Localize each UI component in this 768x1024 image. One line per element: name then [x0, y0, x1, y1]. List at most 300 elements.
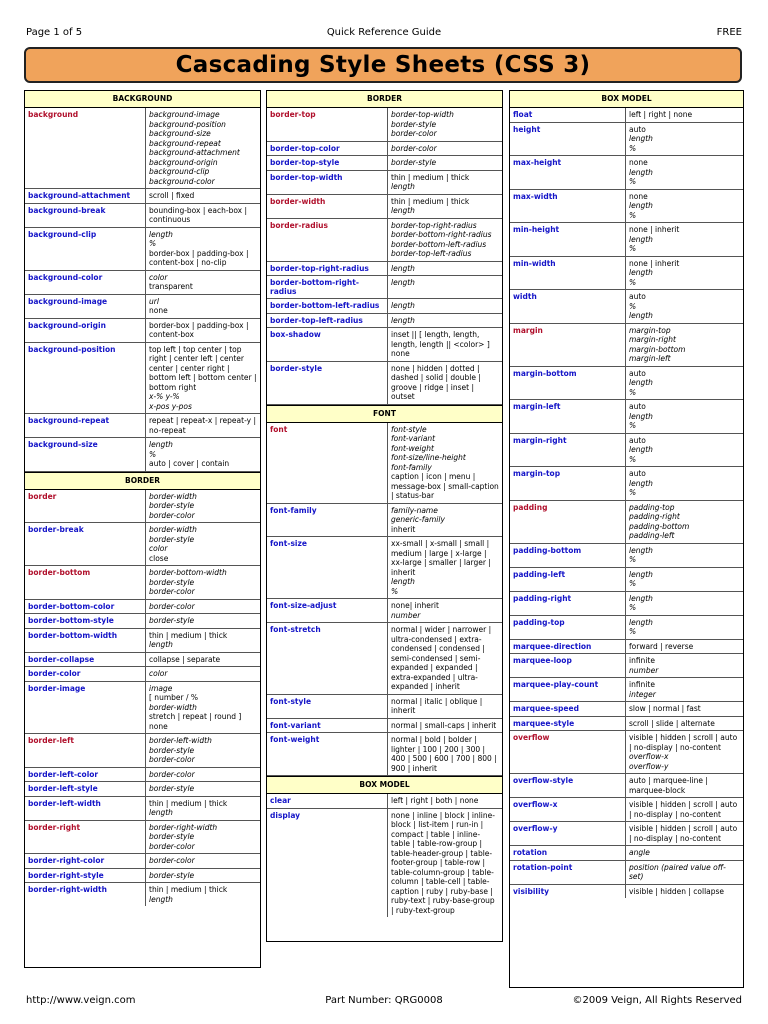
value-line: number	[629, 665, 659, 675]
property-values	[146, 566, 260, 599]
property-name: border-top-color	[267, 142, 388, 156]
value-line: font-style	[391, 424, 427, 434]
property-name: border-radius	[267, 219, 388, 261]
property-name: border-width	[267, 195, 388, 218]
value-line: length	[629, 411, 653, 421]
value-line: inset || [ length, length, length, length || <color> ]	[391, 330, 490, 349]
property-row	[25, 614, 260, 629]
value-line: scroll | slide | alternate	[629, 718, 715, 728]
property-values	[388, 171, 502, 194]
property-row	[25, 319, 260, 343]
property-row	[267, 809, 502, 918]
property-name: border-right-style	[25, 869, 146, 883]
property-row	[267, 314, 502, 329]
property-row	[267, 537, 502, 599]
property-values	[146, 653, 260, 667]
page-footer	[26, 995, 742, 1009]
property-row	[510, 616, 743, 640]
property-row	[25, 629, 260, 653]
property-name: margin-left	[510, 400, 626, 433]
value-line: margin-right	[629, 335, 676, 344]
property-values	[388, 262, 502, 276]
property-name: min-width	[510, 257, 626, 290]
value-line: border-color	[149, 841, 195, 851]
property-name: font	[267, 423, 388, 503]
property-row	[267, 262, 502, 277]
property-values	[146, 319, 260, 342]
property-row	[510, 654, 743, 678]
value-line: border-color	[391, 129, 437, 138]
value-line: scroll | fixed	[149, 191, 195, 200]
property-values	[146, 189, 260, 203]
property-row	[25, 414, 260, 438]
value-line: %	[629, 627, 637, 636]
value-line: %	[629, 301, 637, 311]
footer-url[interactable]: http://www.veign.com	[26, 995, 136, 1006]
value-line: margin-top	[629, 325, 671, 335]
value-line: none	[629, 158, 648, 167]
property-name: border-right-color	[25, 854, 146, 868]
property-values	[146, 295, 260, 318]
property-row	[267, 599, 502, 623]
property-values	[626, 678, 743, 701]
property-name: font-stretch	[267, 623, 388, 694]
property-row	[510, 640, 743, 655]
property-values	[146, 768, 260, 782]
property-name: border-top	[267, 108, 388, 141]
property-row	[510, 717, 743, 732]
property-name: font-weight	[267, 733, 388, 775]
property-name: float	[510, 108, 626, 122]
value-line: %	[629, 488, 637, 497]
property-values	[626, 123, 743, 156]
property-name: overflow-style	[510, 774, 626, 797]
property-values	[146, 682, 260, 734]
property-name: width	[510, 290, 626, 323]
value-line: caption | icon | menu | message-box | small-caption | status-bar	[391, 472, 499, 500]
property-values	[388, 719, 502, 733]
value-line: thin | medium | thick	[149, 885, 228, 894]
property-name: border-collapse	[25, 653, 146, 667]
property-name: border-bottom-left-radius	[267, 299, 388, 313]
value-line: length	[629, 134, 653, 143]
property-values	[388, 142, 502, 156]
value-line: length	[391, 315, 415, 325]
property-name: font-variant	[267, 719, 388, 733]
property-values	[388, 695, 502, 718]
property-values	[388, 599, 502, 622]
value-line: overflow-y	[629, 761, 669, 771]
property-row	[510, 822, 743, 846]
property-values	[626, 798, 743, 821]
value-line: background-size	[149, 129, 211, 138]
value-line: border-style	[149, 745, 195, 755]
value-line: close	[149, 553, 169, 563]
value-line: thin | medium | thick	[391, 172, 470, 182]
value-line: none| inherit	[391, 601, 439, 610]
value-line: normal | bold | bolder | lighter | 100 | 200 | 300 | 400 | 500 | 600 | 700 | 800 | 900 | inherit	[391, 735, 497, 773]
value-line: border-style	[149, 832, 195, 841]
property-name: border-bottom-color	[25, 600, 146, 614]
property-values	[626, 501, 743, 543]
property-name: border-top-style	[267, 156, 388, 170]
property-row	[510, 501, 743, 544]
property-values	[388, 219, 502, 261]
value-line: normal | small-caps | inherit	[391, 720, 497, 730]
property-row	[267, 195, 502, 219]
property-values	[626, 156, 743, 189]
value-line: border-width	[149, 491, 197, 501]
value-line: border-color	[149, 587, 195, 596]
property-values	[626, 367, 743, 400]
value-line: background-origin	[149, 157, 218, 167]
property-values	[626, 654, 743, 677]
property-values	[388, 733, 502, 775]
value-line: length	[391, 263, 415, 273]
value-line: infinite	[629, 680, 655, 689]
property-values	[388, 362, 502, 404]
value-line: border-top-width	[391, 110, 454, 119]
property-name: background-color	[25, 271, 146, 294]
property-values	[388, 623, 502, 694]
value-line: %	[149, 449, 157, 459]
property-name: border-left-width	[25, 797, 146, 820]
property-row	[510, 774, 743, 798]
property-values	[626, 434, 743, 467]
property-name: border-top-right-radius	[267, 262, 388, 276]
property-values	[146, 797, 260, 820]
property-row	[25, 204, 260, 228]
property-values	[146, 854, 260, 868]
property-name: border-style	[267, 362, 388, 404]
value-line: padding-bottom	[629, 521, 690, 531]
property-name: background-size	[25, 438, 146, 471]
property-row	[510, 544, 743, 568]
property-values	[146, 629, 260, 652]
column-1	[24, 90, 261, 968]
value-line: border-style	[149, 577, 195, 587]
value-line: border-color	[149, 856, 195, 865]
value-line: length	[629, 445, 653, 454]
property-name: overflow-y	[510, 822, 626, 845]
value-line: border-style	[149, 534, 195, 544]
property-values	[388, 276, 502, 298]
value-line: none | inherit	[629, 225, 680, 234]
property-values	[146, 108, 260, 188]
value-line: xx-small | x-small | small | medium | large | x-large | xx-large | smaller | larger | inherit	[391, 539, 491, 577]
property-row	[267, 328, 502, 362]
property-row	[25, 189, 260, 204]
section-header: BOX MODEL	[267, 776, 502, 794]
property-name: box-shadow	[267, 328, 388, 361]
property-name: border-left-color	[25, 768, 146, 782]
property-name: border-right-width	[25, 883, 146, 906]
property-values	[388, 537, 502, 598]
property-values	[388, 195, 502, 218]
property-values	[146, 600, 260, 614]
section-header: BORDER	[267, 91, 502, 108]
value-line: background-clip	[149, 167, 210, 176]
value-line: family-name	[391, 505, 438, 515]
value-line: auto	[629, 124, 646, 134]
value-line: border-bottom-right-radius	[391, 230, 492, 239]
property-name: font-size-adjust	[267, 599, 388, 622]
value-line: none	[149, 306, 168, 315]
part-number: Part Number: QRG0008	[325, 995, 443, 1006]
value-line: length	[629, 167, 653, 177]
property-row	[267, 733, 502, 776]
page-number: Page 1 of 5	[26, 27, 83, 38]
value-line: x-% y-%	[149, 392, 180, 401]
value-line: padding-right	[629, 512, 680, 521]
value-line: [ number / %	[149, 693, 199, 702]
property-name: margin-right	[510, 434, 626, 467]
page-header	[26, 27, 742, 41]
copyright: ©2009 Veign, All Rights Reserved	[572, 995, 742, 1006]
property-values	[146, 667, 260, 681]
column-2	[266, 90, 503, 942]
property-values	[626, 223, 743, 256]
value-line: border-top-right-radius	[391, 220, 477, 230]
property-name: max-width	[510, 190, 626, 223]
property-row	[510, 434, 743, 468]
value-line: x-pos y-pos	[149, 401, 192, 411]
value-line: length	[391, 577, 415, 586]
value-line: visible | hidden | scroll | auto | no-display | no-content	[629, 733, 738, 752]
value-line: length	[629, 311, 653, 320]
property-name: overflow	[510, 731, 626, 773]
property-row	[510, 731, 743, 774]
property-values	[626, 568, 743, 591]
property-values	[626, 640, 743, 654]
property-row	[510, 367, 743, 401]
property-name: margin-top	[510, 467, 626, 500]
value-line: font-variant	[391, 434, 436, 443]
property-name: background-repeat	[25, 414, 146, 437]
property-values	[626, 290, 743, 323]
value-line: thin | medium | thick	[391, 196, 470, 206]
value-line: length	[391, 206, 415, 215]
value-line: length	[629, 234, 653, 244]
property-values	[626, 861, 743, 884]
property-row	[267, 719, 502, 734]
value-line: none | hidden | dotted | dashed | solid | double | groove | ridge | inset | outset	[391, 363, 481, 401]
value-line: thin | medium | thick	[149, 630, 228, 640]
value-line: color	[149, 544, 168, 553]
property-values	[626, 324, 743, 366]
property-name: padding-right	[510, 592, 626, 615]
property-row	[25, 490, 260, 524]
value-line: margin-left	[629, 354, 671, 363]
value-line: length	[391, 278, 415, 287]
value-line: border-color	[149, 769, 195, 779]
value-line: length	[629, 201, 653, 210]
property-values	[626, 400, 743, 433]
property-row	[510, 568, 743, 592]
value-line: border-width	[149, 525, 197, 534]
property-row	[510, 861, 743, 885]
property-name: max-height	[510, 156, 626, 189]
value-line: length	[391, 301, 415, 310]
value-line: %	[629, 555, 637, 564]
property-name: rotation-point	[510, 861, 626, 884]
value-line: length	[391, 182, 415, 191]
property-values	[146, 614, 260, 628]
property-values	[626, 822, 743, 845]
value-line: auto	[629, 402, 646, 411]
property-values	[146, 228, 260, 270]
value-line: auto | cover | contain	[149, 459, 230, 468]
value-line: slow | normal | fast	[629, 704, 701, 713]
property-row	[25, 438, 260, 472]
value-line: padding-top	[629, 502, 675, 512]
property-values	[146, 821, 260, 854]
page-title: Cascading Style Sheets (CSS 3)	[24, 47, 742, 83]
value-line: auto	[629, 435, 646, 445]
value-line: background-image	[149, 110, 220, 119]
value-line: none	[391, 349, 410, 358]
value-line: length	[149, 229, 173, 239]
property-values	[388, 794, 502, 808]
value-line: auto	[629, 469, 646, 478]
column-3	[509, 90, 744, 988]
value-line: border-box | padding-box | content-box | no-clip	[149, 248, 249, 267]
value-line: border-style	[149, 784, 195, 793]
property-row	[25, 653, 260, 668]
property-values	[388, 809, 502, 918]
property-name: border-bottom-right-radius	[267, 276, 388, 298]
property-row	[267, 156, 502, 171]
property-row	[267, 142, 502, 157]
property-name: font-size	[267, 537, 388, 598]
value-line: background-position	[149, 119, 226, 129]
value-line: none | inline | block | inline-block | list-item | run-in | compact | table | inline-table | table-row-group | table-header-group | table-footer-group | table-row | table-column-group | table-column | table-cell | table-caption | ruby | ruby-base | ruby-text | ruby-base-group | ruby-text-group	[391, 810, 495, 915]
property-row	[25, 734, 260, 768]
value-line: visible | hidden | scroll | auto | no-display | no-content	[629, 824, 738, 843]
value-line: number	[391, 610, 421, 620]
property-row	[25, 797, 260, 821]
property-row	[25, 854, 260, 869]
value-line: generic-family	[391, 515, 445, 524]
property-values	[146, 734, 260, 767]
value-line: thin | medium | thick	[149, 798, 228, 808]
property-row	[510, 123, 743, 157]
property-name: height	[510, 123, 626, 156]
property-row	[510, 257, 743, 291]
value-line: border-style	[149, 501, 195, 510]
property-values	[626, 257, 743, 290]
value-line: left | right | none	[629, 110, 693, 119]
value-line: border-color	[149, 510, 195, 520]
property-name: border-bottom-style	[25, 614, 146, 628]
property-name: background-position	[25, 343, 146, 414]
property-values	[146, 883, 260, 906]
property-name: marquee-play-count	[510, 678, 626, 701]
property-name: font-style	[267, 695, 388, 718]
property-name: marquee-speed	[510, 702, 626, 716]
value-line: infinite	[629, 656, 655, 665]
section-header: FONT	[267, 405, 502, 423]
property-row	[267, 362, 502, 405]
property-values	[146, 271, 260, 294]
property-row	[510, 702, 743, 717]
property-row	[267, 276, 502, 299]
property-name: background-origin	[25, 319, 146, 342]
property-values	[146, 490, 260, 523]
property-name: clear	[267, 794, 388, 808]
value-line: angle	[629, 848, 650, 857]
value-line: border-box | padding-box | content-box	[149, 320, 249, 339]
value-line: none | inherit	[629, 258, 680, 268]
value-line: length	[629, 569, 653, 579]
value-line: %	[149, 239, 157, 248]
value-line: top left | top center | top right | center left | center center | center right | bottom left | bottom center | bottom right	[149, 344, 257, 392]
property-row	[510, 223, 743, 257]
value-line: visible | hidden | collapse	[629, 886, 725, 896]
property-name: border-top-left-radius	[267, 314, 388, 328]
property-row	[25, 343, 260, 415]
property-name: display	[267, 809, 388, 918]
property-row	[510, 400, 743, 434]
value-line: length	[629, 378, 653, 387]
property-name: padding-top	[510, 616, 626, 639]
value-line: font-family	[391, 462, 432, 472]
value-line: normal | wider | narrower | ultra-condensed | extra-condensed | condensed | semi-condensed | semi-expanded | expanded | extra-expanded | ultra-expanded | inherit	[391, 625, 492, 691]
property-values	[388, 504, 502, 537]
value-line: collapse | separate	[149, 654, 221, 664]
property-values	[146, 204, 260, 227]
value-line: none	[149, 721, 168, 731]
property-row	[510, 846, 743, 861]
property-row	[25, 821, 260, 855]
property-values	[626, 616, 743, 639]
value-line: background-repeat	[149, 138, 221, 148]
value-line: %	[629, 244, 637, 253]
property-name: marquee-direction	[510, 640, 626, 654]
property-row	[25, 108, 260, 189]
property-values	[626, 717, 743, 731]
value-line: url	[149, 296, 159, 306]
value-line: background-attachment	[149, 148, 240, 157]
property-values	[146, 438, 260, 471]
value-line: border-style	[391, 119, 437, 129]
value-line: length	[629, 617, 653, 627]
property-name: font-family	[267, 504, 388, 537]
property-values	[626, 846, 743, 860]
property-row	[510, 156, 743, 190]
property-row	[25, 228, 260, 271]
value-line: %	[629, 277, 637, 287]
property-row	[510, 467, 743, 501]
property-values	[146, 414, 260, 437]
value-line: %	[629, 177, 637, 186]
property-name: margin	[510, 324, 626, 366]
value-line: %	[629, 143, 637, 153]
property-values	[388, 108, 502, 141]
value-line: forward | reverse	[629, 641, 694, 651]
value-line: border-style	[149, 616, 195, 625]
property-name: visibility	[510, 885, 626, 899]
property-row	[25, 600, 260, 615]
property-row	[25, 295, 260, 319]
value-line: %	[629, 421, 637, 430]
section-header: BACKGROUND	[25, 91, 260, 108]
property-row	[510, 885, 743, 899]
value-line: border-style	[149, 870, 195, 880]
property-name: border-left-style	[25, 782, 146, 796]
value-line: border-color	[149, 601, 195, 611]
value-line: border-color	[149, 755, 195, 764]
